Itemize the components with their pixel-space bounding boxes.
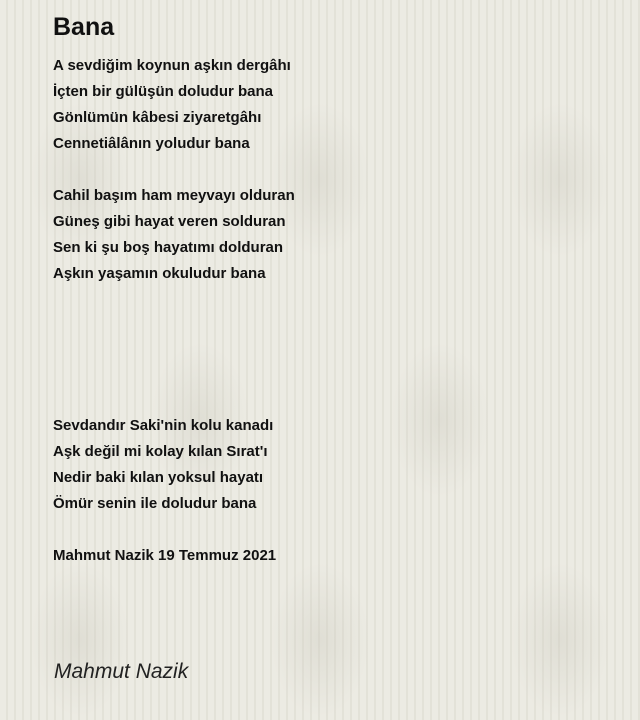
poem-line: Güneş gibi hayat veren solduran [53, 213, 286, 230]
poem-line: A sevdiğim koynun aşkın dergâhı [53, 57, 291, 74]
poem-title: Bana [53, 13, 115, 41]
poem-line: Gönlümün kâbesi ziyaretgâhı [53, 109, 262, 126]
poem-line: Aşkın yaşamın okuludur bana [53, 265, 266, 282]
poem-line: Cahil başım ham meyvayı olduran [53, 187, 295, 204]
stanza-2 [53, 183, 295, 287]
poem-line: Cennetiâlânın yoludur bana [53, 135, 250, 152]
poem-line: Sen ki şu boş hayatımı dolduran [53, 239, 284, 256]
poem-line: Sevdandır Saki'nin kolu kanadı [53, 417, 274, 434]
stanza-3 [53, 413, 273, 517]
stanza-1 [53, 53, 291, 157]
poem-line: Nedir baki kılan yoksul hayatı [53, 469, 264, 486]
poem-line: Ömür senin ile doludur bana [53, 495, 257, 512]
poem-signature: Mahmut Nazik 19 Temmuz 2021 [53, 547, 277, 564]
poet-name: Mahmut Nazik [54, 660, 189, 683]
poem-line: Aşk değil mi kolay kılan Sırat'ı [53, 443, 268, 460]
poem-line: İçten bir gülüşün doludur bana [53, 83, 273, 100]
